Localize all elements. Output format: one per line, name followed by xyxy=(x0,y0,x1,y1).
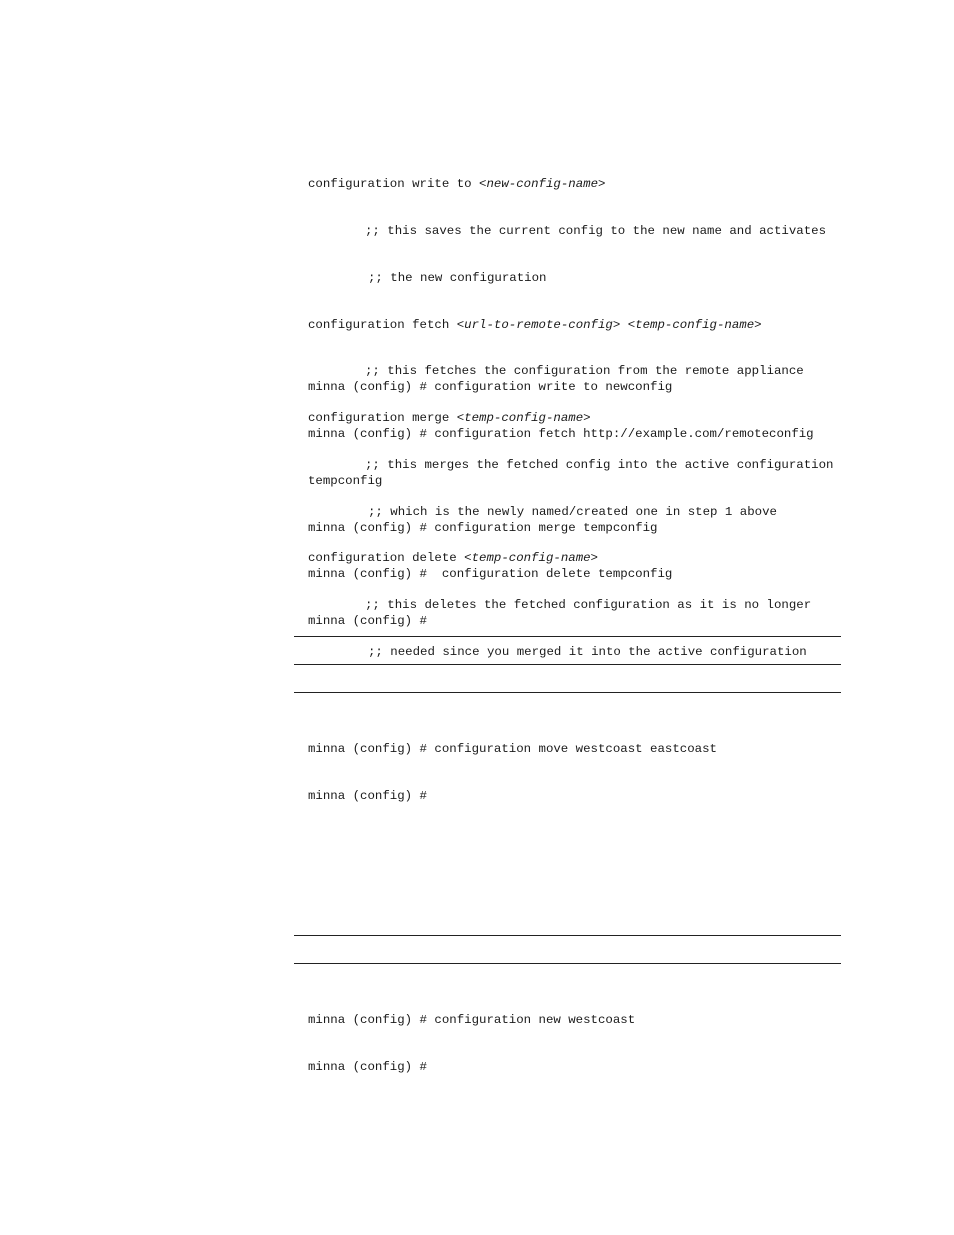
command-text: configuration fetch xyxy=(308,317,457,332)
cli-line: minna (config) # configuration merge tempconfig xyxy=(308,520,658,535)
syntax-line-fetch xyxy=(308,318,833,334)
example-block-move xyxy=(308,711,717,820)
cli-line: minna (config) # configuration move westcoast eastcoast xyxy=(308,742,717,757)
example-block-new xyxy=(308,982,635,1091)
cli-line: minna (config) # configuration delete tempconfig xyxy=(308,567,673,582)
argument-placeholder: <new-config-name> xyxy=(479,177,606,192)
comment-line: ;; this saves the current config to the new name and activates xyxy=(365,223,827,238)
separator xyxy=(620,318,627,332)
comment-line: ;; the new configuration xyxy=(368,270,547,285)
argument-placeholder: <temp-config-name> xyxy=(464,551,598,566)
cli-line: minna (config) # configuration new westcoast xyxy=(308,1013,636,1028)
table-rule xyxy=(294,935,841,936)
cli-line: minna (config) # xyxy=(308,788,427,803)
argument-placeholder: <url-to-remote-config> xyxy=(456,317,621,332)
table-rule xyxy=(294,636,841,637)
command-text: configuration delete xyxy=(308,551,465,566)
cli-line: tempconfig xyxy=(308,473,383,488)
command-text: configuration merge xyxy=(308,411,457,426)
cli-line: minna (config) # xyxy=(308,1059,427,1074)
comment-line: ;; this deletes the fetched configuration as it is no longer xyxy=(365,598,812,613)
comment-line: ;; which is the newly named/created one in step 1 above xyxy=(368,504,777,519)
table-rule xyxy=(294,963,841,964)
comment-line: ;; needed since you merged it into the active configuration xyxy=(368,645,807,659)
command-text: configuration write to xyxy=(308,177,480,192)
argument-placeholder: <temp-config-name> xyxy=(456,411,591,426)
syntax-line-write xyxy=(308,177,833,193)
table-rule xyxy=(294,692,841,693)
comment-line: ;; this merges the fetched config into the active configuration xyxy=(365,457,834,472)
comment-line: ;; this fetches the configuration from the remote appliance xyxy=(365,364,804,379)
argument-placeholder: <temp-config-name> xyxy=(627,317,762,332)
table-rule xyxy=(294,664,841,665)
example-block-merge xyxy=(308,349,814,645)
cli-line: minna (config) # xyxy=(308,614,427,629)
cli-line: minna (config) # configuration fetch http://example.com/remoteconfig xyxy=(308,426,814,441)
cli-line: minna (config) # configuration write to newconfig xyxy=(308,380,673,395)
